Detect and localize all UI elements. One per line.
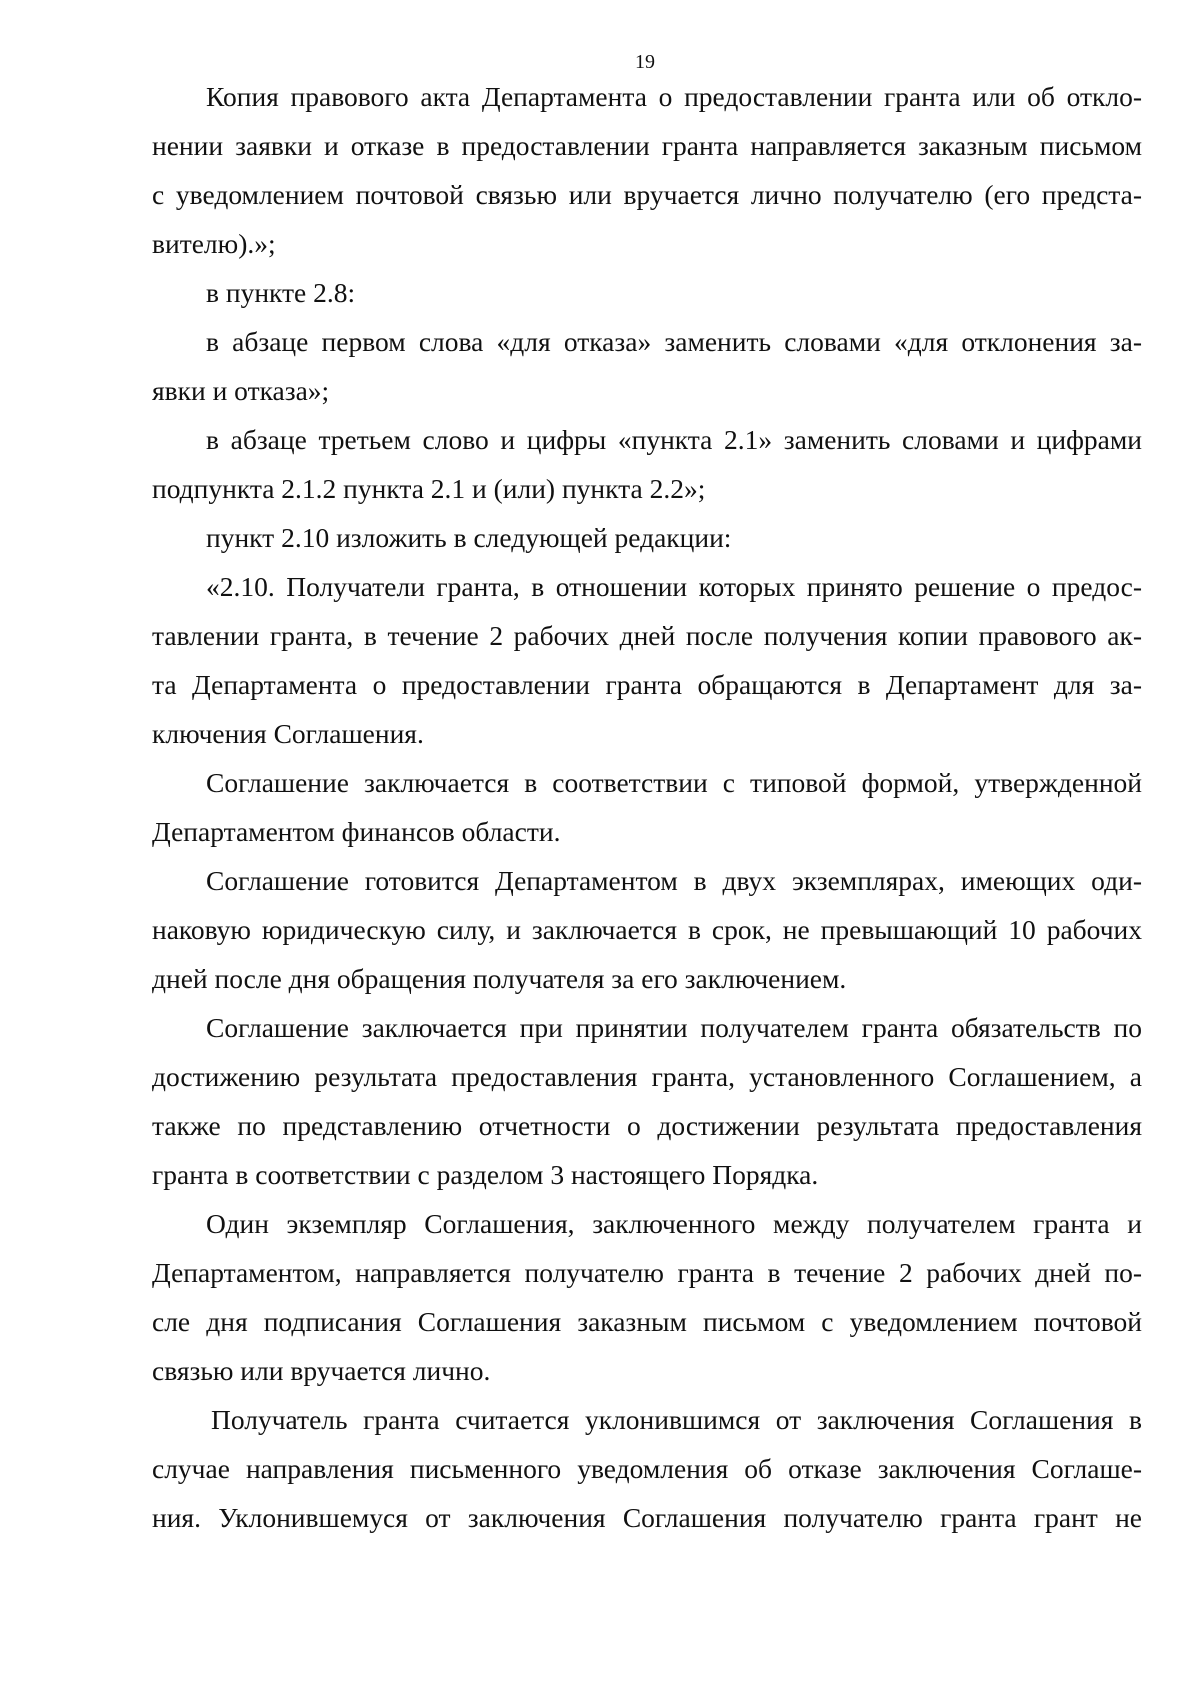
text-line: наковую юридическую силу, и заключается в срок, не превышающий 10 рабочих [152,914,1142,945]
text-line: «2.10. Получатели гранта, в отношении которых принято решение о предос- [206,571,1142,602]
text-line: Департаментом, направляется получателю гранта в течение 2 рабочих дней по- [152,1257,1142,1288]
text-line: вителю).»; [152,228,276,259]
text-line: та Департамента о предоставлении гранта обращаются в Департамент для за- [152,669,1142,700]
text-line: сле дня подписания Соглашения заказным письмом с уведомлением почтовой [152,1306,1142,1337]
text-line: в абзаце первом слова «для отказа» заменить словами «для отклонения за- [206,326,1142,357]
text-line: явки и отказа»; [152,375,330,406]
text-line: Один экземпляр Соглашения, заключенного между получателем гранта и [206,1208,1142,1239]
text-line: Департаментом финансов области. [152,816,561,847]
text-line: Получатель гранта считается уклонившимся от заключения Соглашения в [211,1404,1142,1435]
text-line: Соглашение заключается при принятии получателем гранта обязательств по [206,1012,1142,1043]
page-number: 19 [635,51,655,73]
text-line: с уведомлением почтовой связью или вручается лично получателю (его предста- [152,179,1142,210]
text-line: ния. Уклонившемуся от заключения Соглашения получателю гранта грант не [152,1502,1142,1533]
text-line: в пункте 2.8: [206,277,356,308]
text-line: Соглашение готовится Департаментом в двух экземплярах, имеющих оди- [206,865,1142,896]
text-line: тавлении гранта, в течение 2 рабочих дней после получения копии правового ак- [152,620,1142,651]
text-line: связью или вручается лично. [152,1355,491,1386]
text-line: Копия правового акта Департамента о предоставлении гранта или об откло- [206,81,1142,112]
text-line: Соглашение заключается в соответствии с типовой формой, утвержденной [206,767,1142,798]
text-line: дней после дня обращения получателя за его заключением. [152,963,847,994]
text-line: гранта в соответствии с разделом 3 настоящего Порядка. [152,1159,819,1190]
text-line: ключения Соглашения. [152,718,424,749]
text-line: пункт 2.10 изложить в следующей редакции: [206,522,732,553]
text-line: случае направления письменного уведомления об отказе заключения Соглаше- [152,1453,1142,1484]
text-line: также по представлению отчетности о достижении результата предоставления [152,1110,1142,1141]
text-line: достижению результата предоставления гранта, установленного Соглашением, а [152,1061,1142,1092]
text-line: в абзаце третьем слово и цифры «пункта 2.1» заменить словами и цифрами [206,424,1142,455]
text-line: подпункта 2.1.2 пункта 2.1 и (или) пункта 2.2»; [152,473,706,504]
text-line: нении заявки и отказе в предоставлении гранта направляется заказным письмом [152,130,1142,161]
